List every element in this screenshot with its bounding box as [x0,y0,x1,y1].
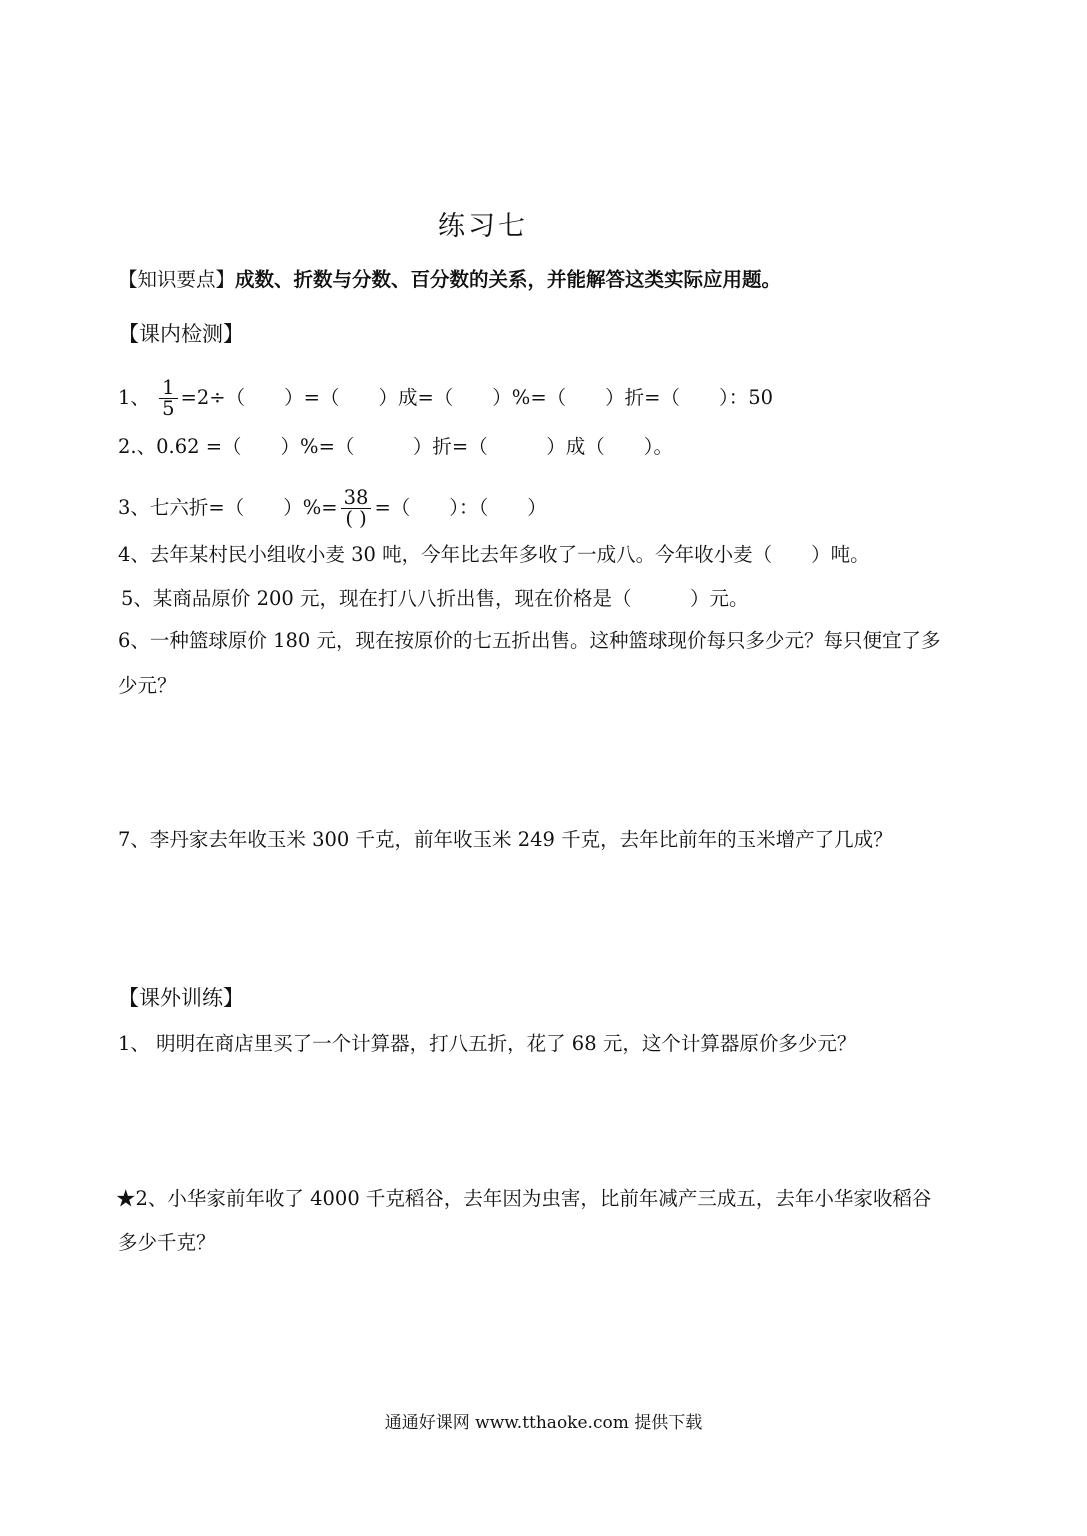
question-text: =2÷（ ）=（ ）成=（ ）%=（ ）折=（ ）：50 [180,386,774,409]
extra-question-2: ★2、小华家前年收了 4000 千克稻谷，去年因为虫害，比前年减产三成五，去年小华家收稻谷 [116,1187,932,1210]
extra-question-1: 1、 明明在商店里买了一个计算器，打八五折，花了 68 元，这个计算器原价多少元？ [118,1032,857,1055]
footer-credit: 通通好课网 www.tthaoke.com 提供下载 [384,1413,703,1433]
in-class-question-6: 6、一种篮球原价 180 元，现在按原价的七五折出售。这种篮球现价每只多少元？每只便宜了多 [118,629,941,652]
fraction [159,378,177,419]
page-title: 练习七 [438,211,528,242]
extra-question-2-cont: 多少千克？ [118,1231,216,1254]
in-class-question-3 [118,488,547,529]
in-class-question-1 [118,378,773,419]
in-class-question-2: 2.、0.62 =（ ）%=（ ）折=（ ）成（ ）。 [118,435,674,458]
in-class-question-7: 7、李丹家去年收玉米 300 千克，前年收玉米 249 千克，去年比前年的玉米增产了几成？ [118,828,893,851]
fraction-numerator: 38 [341,488,372,509]
key-points-text: 成数、折数与分数、百分数的关系，并能解答这类实际应用题。 [235,268,782,291]
in-class-question-6-cont: 少元？ [118,674,177,697]
in-class-question-4: 4、去年某村民小组收小麦 30 吨，今年比去年多收了一成八。今年收小麦（ ）吨。 [118,543,870,566]
question-number: 1、 [118,386,150,409]
key-points [118,266,781,294]
key-points-label: 【知识要点】 [118,268,236,291]
extra-heading: 【课外训练】 [118,986,244,1010]
question-text: =（ ）：（ ） [374,496,547,519]
fraction [341,488,372,529]
fraction-denominator: ( ) [345,507,367,530]
fraction-numerator: 1 [159,378,177,399]
in-class-question-5: 5、某商品原价 200 元，现在打八八折出售，现在价格是（ ）元。 [121,587,749,610]
in-class-heading: 【课内检测】 [118,322,244,346]
fraction-denominator: 5 [162,397,175,420]
question-text: 3、七六折=（ ）%= [118,496,338,519]
